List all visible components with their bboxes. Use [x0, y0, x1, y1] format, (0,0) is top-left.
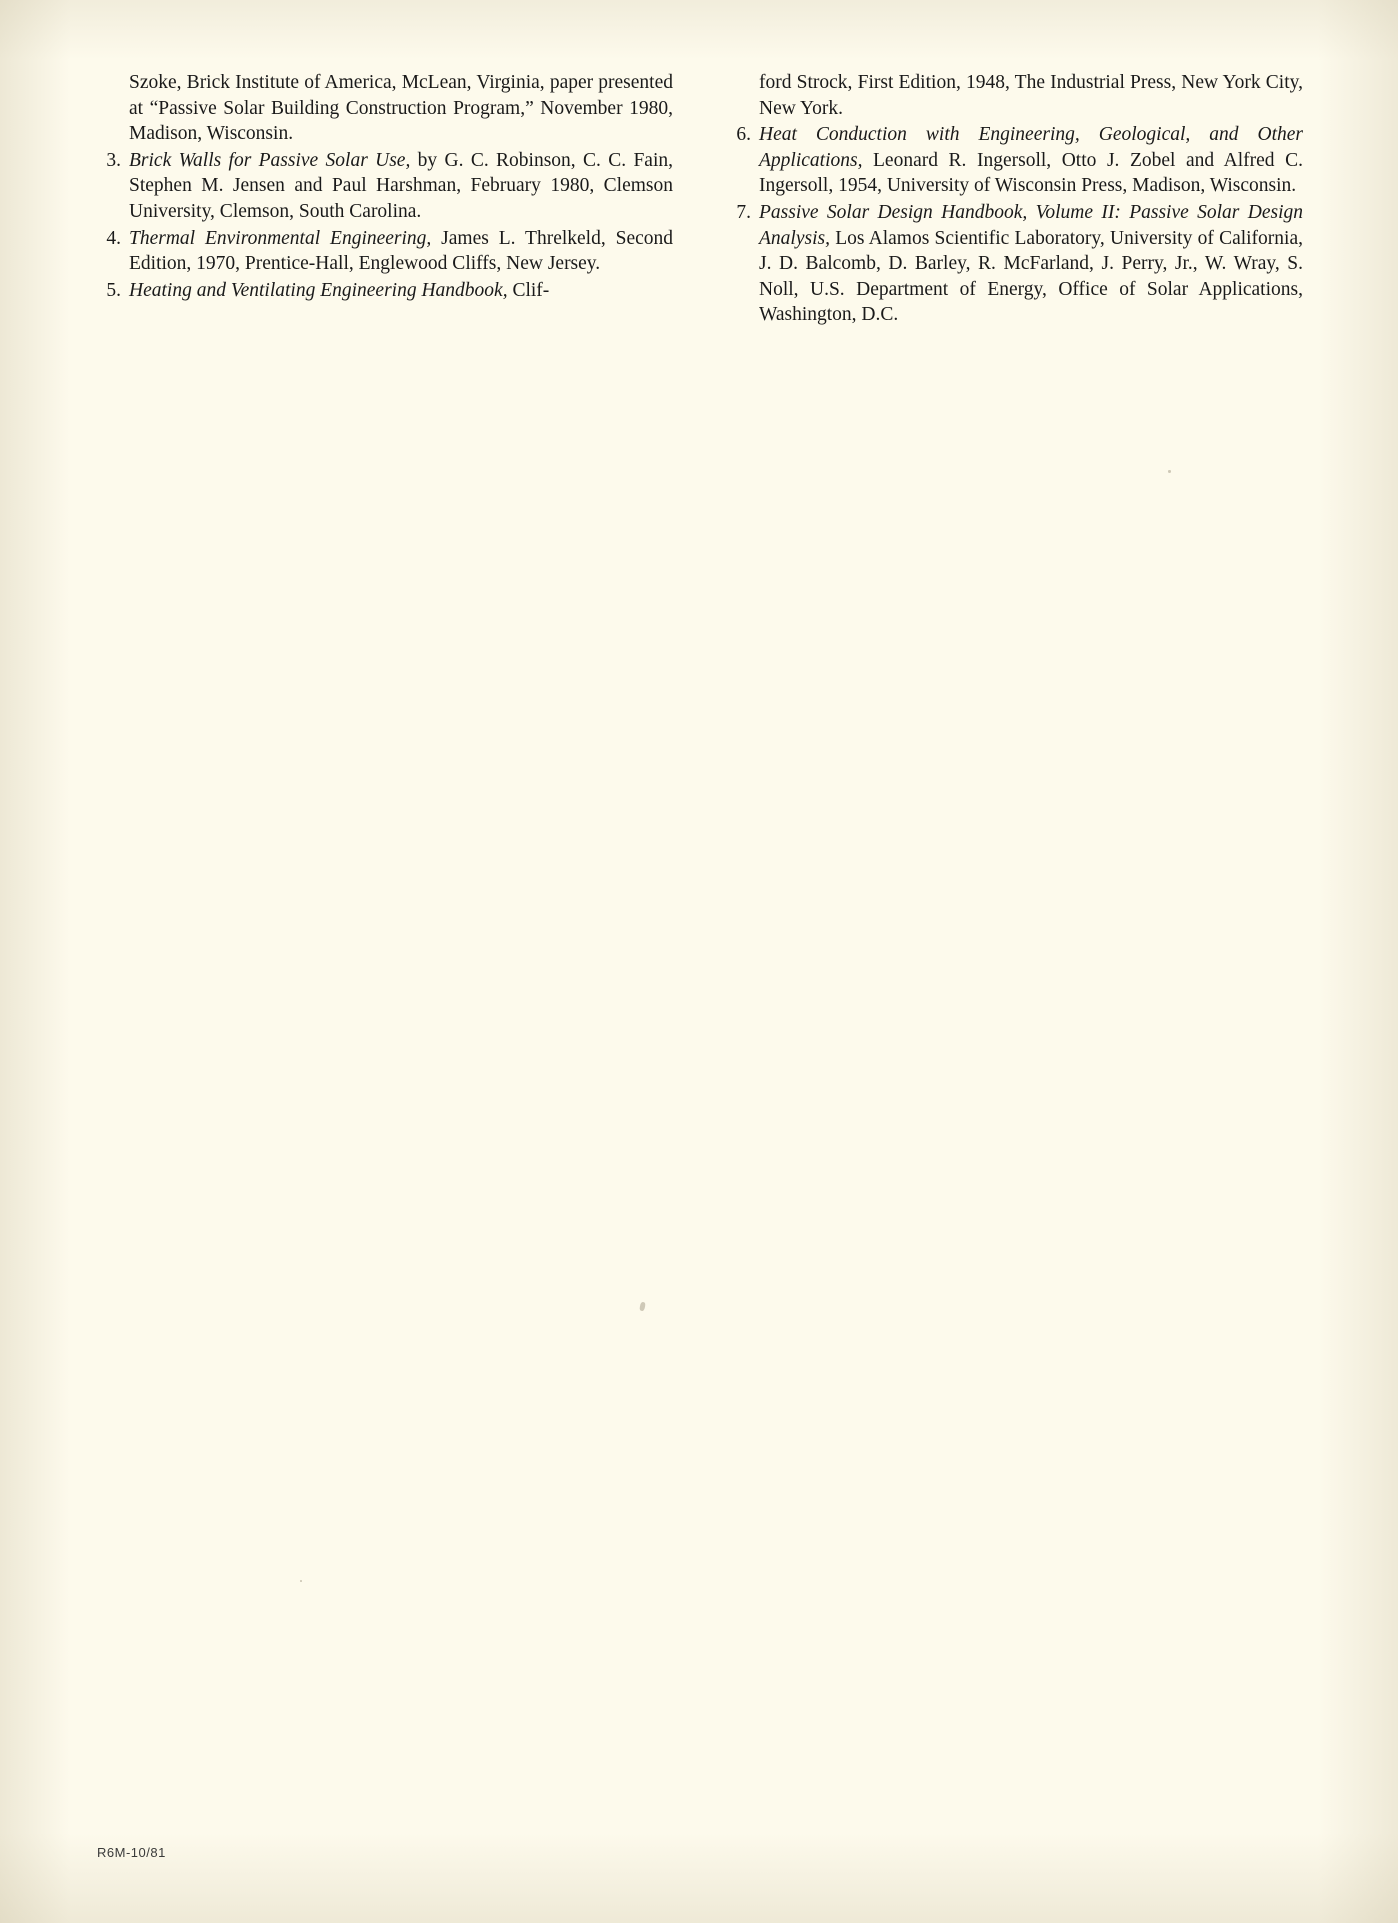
paper-speck [300, 1580, 302, 1582]
reference-number: 7. [736, 201, 751, 223]
reference-number: 4. [106, 227, 121, 249]
reference-title: Brick Walls for Passive Solar Use, [129, 149, 411, 171]
reference-title: Heating and Ventilating Engineering Handbook, [129, 279, 508, 301]
continued-paragraph: Szoke, Brick Institute of America, McLean, Virginia, paper presented at “Passive Solar Building Construction Program,” November 1980, Madison, Wisconsin. [129, 72, 673, 145]
reference-number: 6. [736, 124, 751, 146]
reference-entry [95, 148, 673, 225]
column-right [725, 70, 1303, 329]
reference-details: Leonard R. Ingersoll, Otto J. Zobel and Alfred C. Ingersoll, 1954, University of Wisconsin Press, Madison, Wisconsin. [759, 149, 1303, 197]
paper-speck [1168, 470, 1171, 473]
two-column-body [95, 70, 1305, 329]
reference-details: Los Alamos Scientific Laboratory, University of California, J. D. Balcomb, D. Barley, R. McFarland, J. Perry, Jr., W. Wray, S. Noll, U.S. Department of Energy, Office of Solar Applications, Washington, D.C. [759, 227, 1303, 326]
footer-code: R6M-10/81 [97, 1845, 166, 1860]
reference-entry [95, 278, 673, 304]
column-left [95, 70, 673, 329]
reference-title: Heat Conduction with Engineering, Geological, and Other Applications, [759, 124, 1303, 171]
reference-number: 3. [106, 149, 121, 171]
reference-title: Passive Solar Design Handbook, Volume II: Passive Solar Design Analysis, [759, 201, 1303, 249]
paper-speck [639, 1302, 646, 1312]
reference-entry [95, 226, 673, 277]
reference-entry [725, 122, 1303, 199]
reference-entry [725, 200, 1303, 328]
reference-details: Clif- [507, 279, 550, 301]
continued-paragraph: ford Strock, First Edition, 1948, The Industrial Press, New York City, New York. [759, 72, 1303, 119]
reference-number: 5. [106, 279, 121, 301]
reference-details: James L. Threlkeld, Second Edition, 1970, Prentice-Hall, Englewood Cliffs, New Jersey. [129, 227, 673, 275]
reference-title: Thermal Environmental Engineering, [129, 227, 432, 249]
reference-details: by G. C. Robinson, C. C. Fain, Stephen M. Jensen and Paul Harshman, February 1980, Clemson University, Clemson, South Carolina. [129, 149, 673, 222]
reference-list-left [95, 148, 673, 304]
reference-list-right [725, 122, 1303, 328]
